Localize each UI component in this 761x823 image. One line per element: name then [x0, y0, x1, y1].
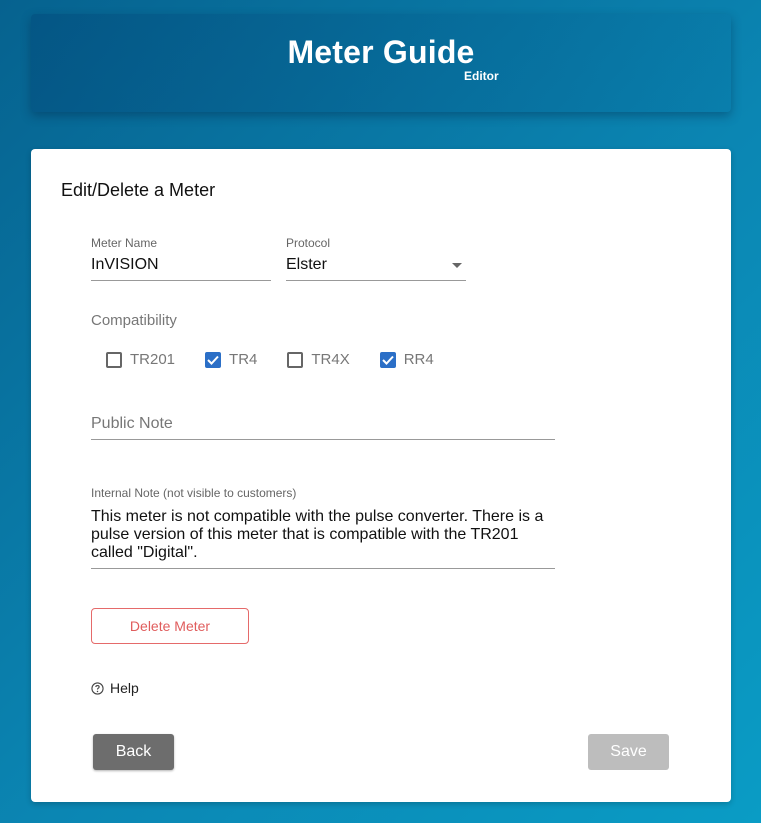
protocol-select[interactable] — [286, 236, 466, 281]
help-label: Help — [110, 680, 139, 696]
checkbox-tr201[interactable] — [106, 351, 175, 368]
checkbox-tr4[interactable] — [205, 351, 257, 368]
public-note-field[interactable] — [91, 415, 555, 440]
public-note-underline — [91, 439, 555, 440]
checkbox-box[interactable] — [205, 352, 221, 368]
meter-name-underline — [91, 280, 271, 281]
app-header — [31, 14, 731, 112]
meter-name-label: Meter Name — [91, 236, 158, 250]
meter-name-input[interactable]: InVISION — [91, 256, 159, 273]
checkbox-box[interactable] — [106, 352, 122, 368]
internal-note-underline — [91, 568, 555, 569]
protocol-label: Protocol — [286, 236, 331, 250]
checkbox-label: TR201 — [130, 351, 176, 368]
help-link[interactable] — [91, 680, 139, 696]
checkbox-label: TR4 — [229, 351, 258, 368]
edit-meter-card — [31, 149, 731, 802]
protocol-underline — [286, 280, 466, 281]
form-title: Edit/Delete a Meter — [61, 180, 216, 200]
checkbox-box[interactable] — [380, 352, 396, 368]
checkbox-rr4[interactable] — [380, 351, 434, 368]
protocol-value-row[interactable] — [286, 256, 466, 274]
app-title: Meter Guide — [287, 34, 475, 70]
checkbox-box[interactable] — [287, 352, 303, 368]
checkbox-tr4x[interactable] — [287, 351, 349, 368]
app-subtitle: Editor — [464, 69, 499, 83]
internal-note-input[interactable]: This meter is not compatible with the pulse converter. There is a pulse version of this meter that is compatible with the TR201 called "Digital". — [91, 508, 544, 561]
help-circle-icon — [91, 682, 104, 695]
protocol-value: Elster — [286, 256, 327, 273]
compatibility-checkboxes — [106, 351, 464, 368]
back-button[interactable]: Back — [93, 734, 174, 770]
delete-meter-button[interactable]: Delete Meter — [91, 608, 249, 644]
check-icon — [382, 355, 394, 365]
internal-note-label: Internal Note (not visible to customers) — [91, 486, 297, 500]
save-button[interactable]: Save — [588, 734, 669, 770]
checkbox-label: TR4X — [311, 351, 350, 368]
internal-note-field[interactable] — [91, 486, 555, 569]
public-note-input[interactable]: Public Note — [91, 415, 173, 432]
chevron-down-icon[interactable] — [452, 263, 462, 268]
meter-name-field[interactable] — [91, 236, 271, 281]
check-icon — [207, 355, 219, 365]
compatibility-label: Compatibility — [91, 312, 177, 329]
checkbox-label: RR4 — [403, 351, 434, 368]
